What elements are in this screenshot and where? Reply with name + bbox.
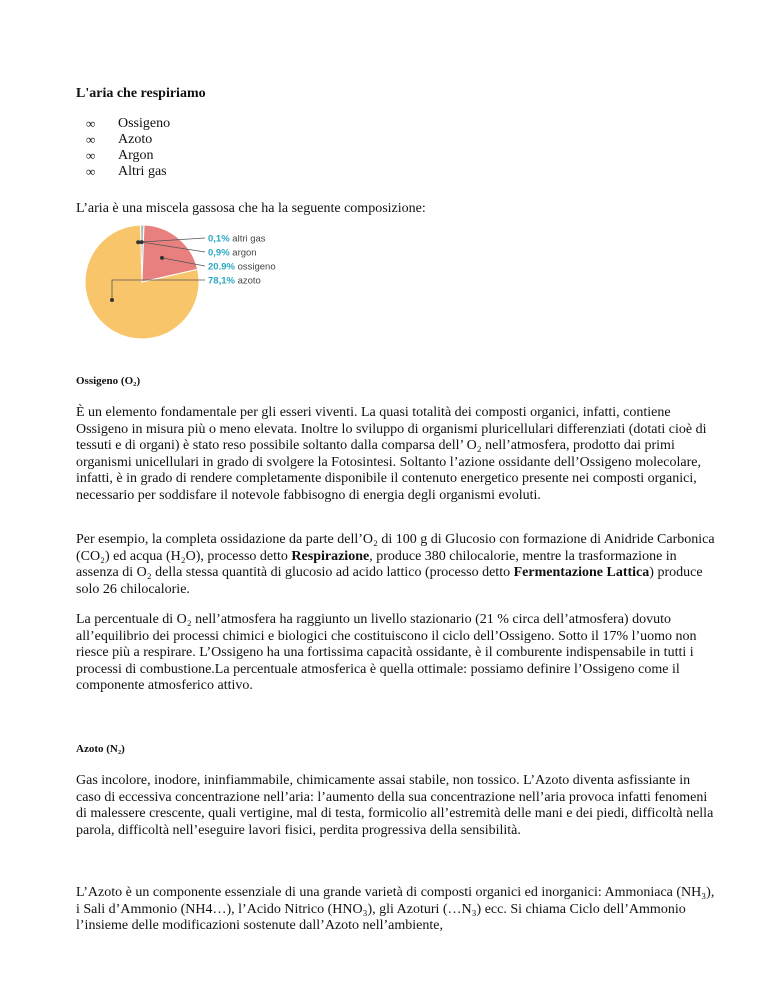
ossigeno-heading: Ossigeno (O₂) — [76, 375, 141, 387]
azoto-paragraph-1: Gas incolore, inodore, ininfiammabile, chimicamente assai stabile, non tossico. L’Azoto diventa asfissiante in caso di eccessiva concentrazione nell’aria: l’aumento della sua concentrazione nell’aria provoca infatti fenomeni di malessere crescente, quali vertigine, mal di testa, formicolio all’estremità delle mani e dei piedi, difficoltà nella parola, difficoltà nell’eseguire lavori fisici, perdita progressiva della sensibilità. — [76, 773, 714, 838]
slice-label: 0,9% argon — [208, 247, 257, 259]
slice-label: 20.9% ossigeno — [208, 261, 276, 273]
page-title: L'aria che respiriamo — [76, 86, 206, 101]
infinity-bullet-icon: ∞ — [86, 116, 96, 131]
list-item: ∞ Ossigeno — [76, 116, 170, 132]
slice-label: 78,1% azoto — [208, 275, 261, 287]
intro-text: L’aria è una miscela gassosa che ha la seguente composizione: — [76, 201, 426, 216]
azoto-heading: Azoto (N₂) — [76, 743, 125, 755]
infinity-bullet-icon: ∞ — [86, 164, 96, 179]
ossigeno-paragraph-3: La percentuale di O₂ nell’atmosfera ha raggiunto un livello stazionario (21 % circa dell’atmosfera) dovuto all’equilibrio dei processi chimici e biologici che costituiscono il ciclo dell’Ossigeno. Sotto il 17% l’uomo non riesce più a respirare. L’Ossigeno ha una fortissima capacità ossidante, è il comburente indispensabile in tutti i processi di combustione.La percentuale atmosferica è quella ottimale: possiamo definire l’Ossigeno come il componente atmosferico attivo. — [76, 612, 697, 693]
leader-dot — [140, 240, 144, 244]
azoto-paragraph-2: L’Azoto è un componente essenziale di una grande varietà di composti organici ed inorganici: Ammoniaca (NH₃), i Sali d’Ammonio (NH4…), l’Acido Nitrico (HNO₃), gli Azoturi (…N₃) ecc. Si chiama Ciclo dell’Ammonio l’insieme delle modificazioni sostenute dall’Azoto nell’ambiente, — [76, 885, 715, 933]
leader-dot — [160, 256, 164, 260]
infinity-bullet-icon: ∞ — [86, 132, 96, 147]
bullet-list — [76, 116, 170, 180]
infinity-bullet-icon: ∞ — [86, 148, 96, 163]
list-item: ∞ Argon — [76, 148, 170, 164]
leader-dot — [136, 240, 140, 244]
list-item: ∞ Altri gas — [76, 164, 170, 180]
ossigeno-paragraph-1: È un elemento fondamentale per gli esseri viventi. La quasi totalità dei composti organici, infatti, contiene Ossigeno in misura più o meno elevata. Inoltre lo sviluppo di organismi pluricellulari differenziati (dotati cioè di tessuti e di organi) è stato reso possibile soltanto dalla comparsa dell’ O₂ nell’atmosfera, prodotto dai primi organismi unicellulari in grado di svolgere la Fotosintesi. Soltanto l’azione ossidante dell’Ossigeno molecolare, infatti, è in grado di rendere completamente disponibile il contenuto energetico presente nei composti organici, necessario per soddisfare il notevole fabbisogno di energia degli organismi evoluti. — [76, 405, 707, 503]
ossigeno-paragraph-2: Per esempio, la completa ossidazione da parte dell’O₂ di 100 g di Glucosio con formazione di Anidride Carbonica (CO₂) ed acqua (H₂O), processo detto Respirazione, produce 380 chilocalorie, mentre la trasformazione in assenza di O₂ della stessa quantità di glucosio ad acido lattico (processo detto Fermentazione Lattica) produce solo 26 chilocalorie. — [76, 532, 715, 597]
composition-pie-chart — [74, 222, 314, 344]
slice-label: 0,1% altri gas — [208, 233, 266, 245]
leader-dot — [110, 298, 114, 302]
list-item: ∞ Azoto — [76, 132, 170, 148]
